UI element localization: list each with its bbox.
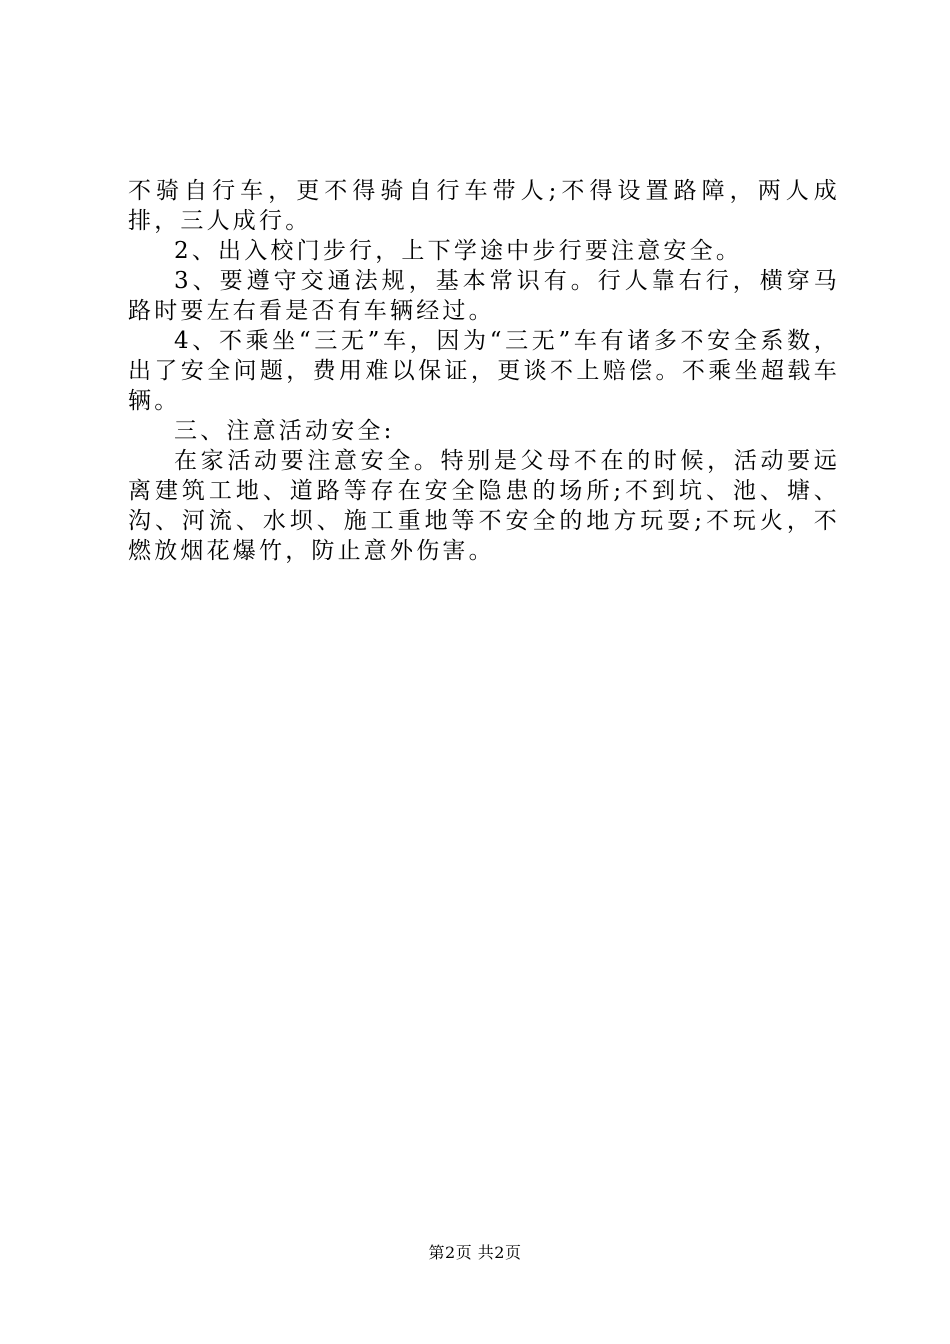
document-body (128, 176, 840, 566)
paragraph-6: 在家活动要注意安全。特别是父母不在的时候，活动要远离建筑工地、道路等存在安全隐患的场所;不到坑、池、塘、沟、河流、水坝、施工重地等不安全的地方玩耍;不玩火，不燃放烟花爆竹，防止意外伤害。 (128, 448, 840, 564)
paragraph-1: 不骑自行车，更不得骑自行车带人;不得设置路障，两人成排，三人成行。 (128, 178, 840, 234)
section-heading-activity-safety: 三、注意活动安全: (174, 418, 395, 444)
paragraph-3: 3、要遵守交通法规，基本常识有。行人靠右行，横穿马路时要左右看是否有车辆经过。 (128, 268, 840, 324)
paragraph-2: 2、出入校门步行，上下学途中步行要注意安全。 (174, 238, 743, 264)
paragraph-4: 4、不乘坐“三无”车，因为“三无”车有诸多不安全系数，出了安全问题，费用难以保证，更谈不上赔偿。不乘坐超载车辆。 (128, 328, 840, 414)
page-footer: 第2页 共2页 (428, 1243, 522, 1262)
